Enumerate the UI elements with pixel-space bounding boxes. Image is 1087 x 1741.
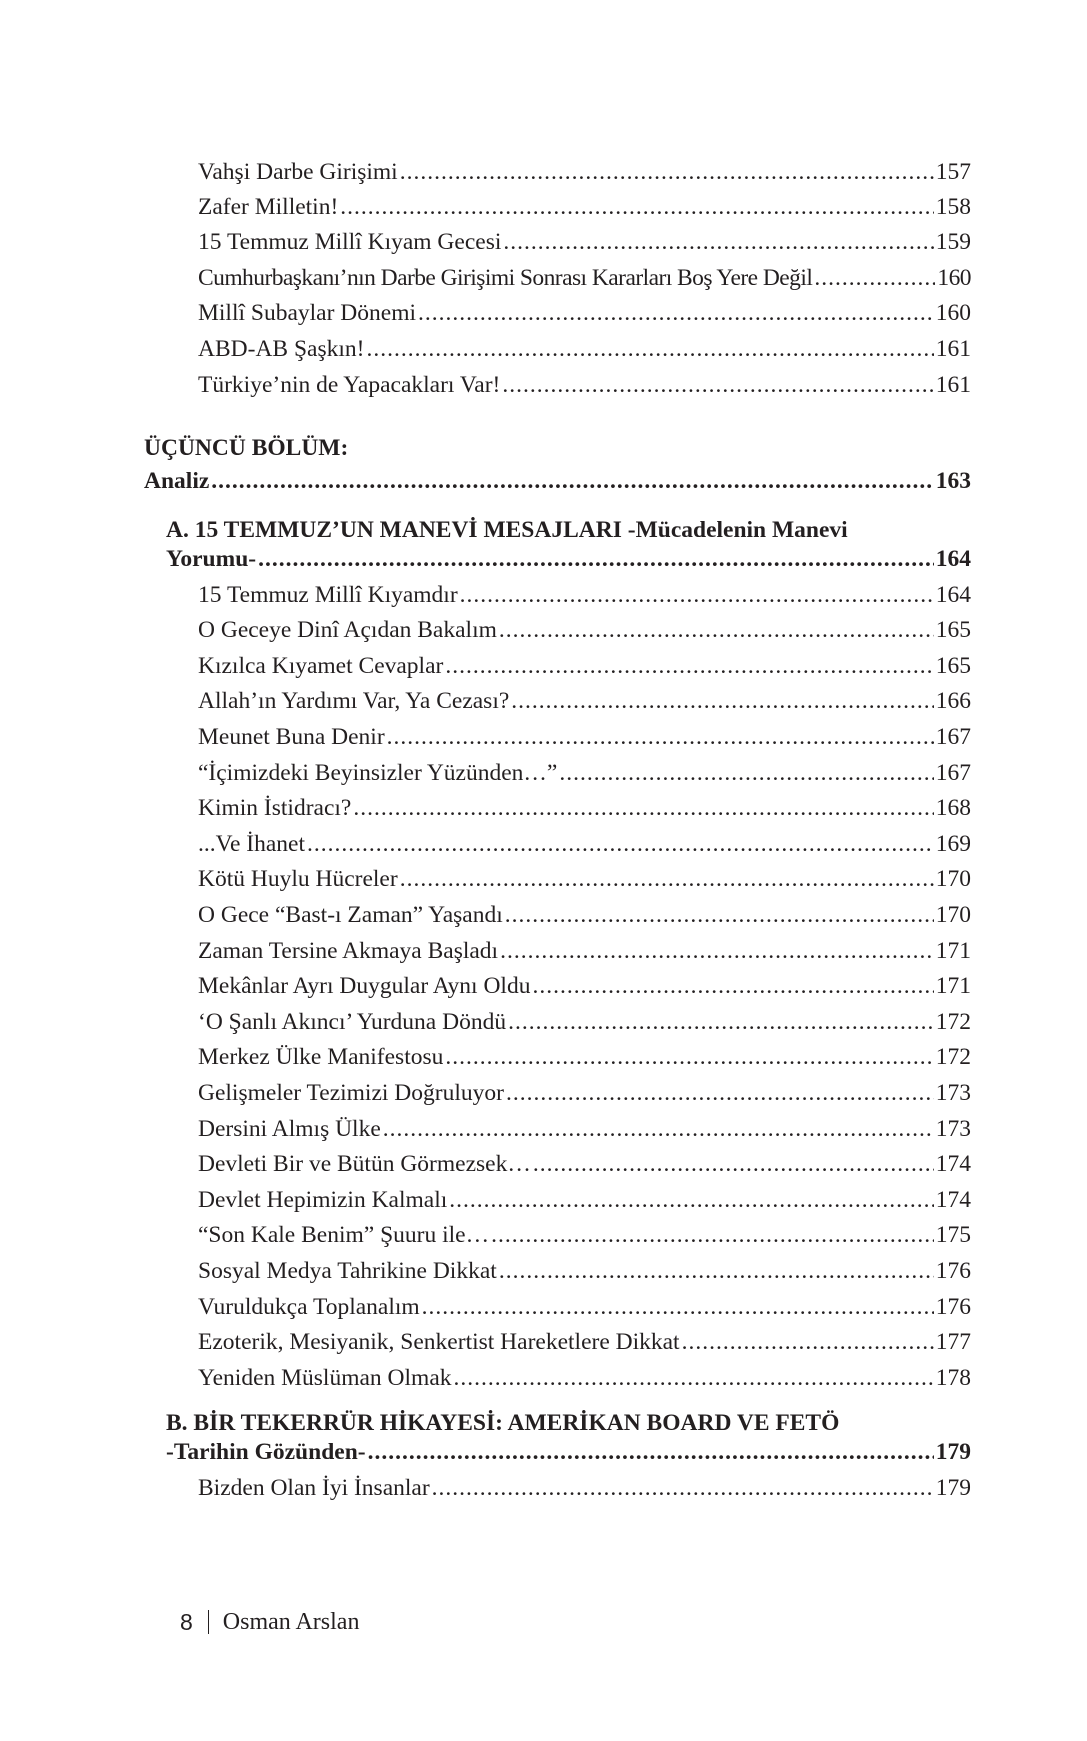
toc-entry <box>198 1078 971 1108</box>
toc-entry <box>198 157 971 187</box>
toc-entry-page: 160 <box>935 300 971 326</box>
dot-leader <box>366 334 933 364</box>
toc-entry-title: “İçimizdeki Beyinsizler Yüzünden…” <box>198 760 558 786</box>
toc-entry-title: Sosyal Medya Tahrikine Dikkat <box>198 1258 497 1284</box>
toc-entry-title: Allah’ın Yardımı Var, Ya Cezası? <box>198 688 510 714</box>
toc-entry <box>198 192 971 222</box>
toc-entry-title: Devleti Bir ve Bütün Görmezsek… <box>198 1151 531 1177</box>
toc-entry <box>198 900 971 930</box>
toc-entry-title: ABD-AB Şaşkın! <box>198 336 365 362</box>
toc-entry <box>198 615 971 645</box>
toc-entry-title: Bizden Olan İyi İnsanlar <box>198 1475 430 1501</box>
toc-entry-title: Mekânlar Ayrı Duygular Aynı Oldu <box>198 973 531 999</box>
dot-leader <box>383 1114 934 1144</box>
dot-leader <box>682 1327 934 1357</box>
toc-entry-page: 165 <box>935 653 971 679</box>
dot-leader <box>499 615 934 645</box>
dot-leader <box>500 936 934 966</box>
toc-entry-page: 178 <box>935 1365 971 1391</box>
toc-entry-page: 172 <box>935 1044 971 1070</box>
dot-leader <box>418 298 934 328</box>
chapter-heading: ÜÇÜNCÜ BÖLÜM: <box>144 435 349 461</box>
toc-entry <box>198 1007 971 1037</box>
dot-leader <box>559 758 933 788</box>
dot-leader <box>422 1292 934 1322</box>
toc-entry-title: Zaman Tersine Akmaya Başladı <box>198 938 499 964</box>
toc-entry-page: 174 <box>935 1151 971 1177</box>
toc-entry <box>198 686 971 716</box>
toc-entry-title: Gelişmeler Tezimizi Doğruluyor <box>198 1080 504 1106</box>
dot-leader <box>503 227 933 257</box>
section-a-entry-title: Yorumu- <box>166 546 257 572</box>
chapter-entry <box>144 466 971 496</box>
toc-entry-page: 169 <box>935 831 971 857</box>
toc-entry-title: Devlet Hepimizin Kalmalı <box>198 1187 448 1213</box>
toc-entry <box>198 1114 971 1144</box>
toc-entry-page: 159 <box>935 229 971 255</box>
toc-entry <box>198 1185 971 1215</box>
toc-entry <box>198 263 971 293</box>
toc-entry-page: 161 <box>935 372 971 398</box>
toc-entry-page: 173 <box>935 1080 971 1106</box>
toc-entry-title: “Son Kale Benim” Şuuru ile… <box>198 1222 490 1248</box>
dot-leader <box>258 544 934 574</box>
toc-entry-page: 170 <box>935 866 971 892</box>
toc-entry-title: Dersini Almış Ülke <box>198 1116 381 1142</box>
toc-entry-title: Meunet Buna Denir <box>198 724 385 750</box>
toc-entry-title: O Geceye Dinî Açıdan Bakalım <box>198 617 497 643</box>
footer-author: Osman Arslan <box>222 1609 360 1635</box>
toc-entry <box>198 1363 971 1393</box>
toc-entry-title: Türkiye’nin de Yapacakları Var! <box>198 372 501 398</box>
toc-entry-page: 168 <box>935 795 971 821</box>
footer-divider <box>208 1610 209 1634</box>
section-a-entry-page: 164 <box>935 546 971 572</box>
section-b-heading: B. BİR TEKERRÜR HİKAYESİ: AMERİKAN BOARD VE FETÖ <box>166 1410 840 1436</box>
toc-entry <box>198 722 971 752</box>
toc-entry-page: 167 <box>935 724 971 750</box>
toc-entry-title: 15 Temmuz Millî Kıyam Gecesi <box>198 229 502 255</box>
toc-entry <box>198 1042 971 1072</box>
dot-leader <box>211 466 933 496</box>
toc-entry <box>198 864 971 894</box>
toc-entry-page: 170 <box>935 902 971 928</box>
toc-entry-page: 172 <box>935 1009 971 1035</box>
toc-entry <box>198 1220 971 1250</box>
dot-leader <box>506 1078 934 1108</box>
toc-entry-page: 174 <box>935 1187 971 1213</box>
toc-entry <box>198 1292 971 1322</box>
dot-leader <box>400 157 934 187</box>
toc-entry-page: 171 <box>935 938 971 964</box>
toc-entry <box>198 793 971 823</box>
toc-entry-page: 161 <box>935 336 971 362</box>
section-b-entry-title: -Tarihin Gözünden- <box>166 1439 366 1465</box>
toc-entry-title: Kimin İstidracı? <box>198 795 352 821</box>
toc-entry <box>198 580 971 610</box>
toc-entry <box>198 370 971 400</box>
toc-entry-page: 176 <box>935 1258 971 1284</box>
dot-leader <box>499 1256 934 1286</box>
dot-leader <box>445 651 933 681</box>
dot-leader <box>491 1220 934 1250</box>
dot-leader <box>368 1437 934 1467</box>
toc-entry-title: Kötü Huylu Hücreler <box>198 866 398 892</box>
toc-entry-page: 179 <box>935 1475 971 1501</box>
toc-entry-page: 164 <box>935 582 971 608</box>
toc-entry-title: Yeniden Müslüman Olmak <box>198 1365 452 1391</box>
toc-entry-page: 176 <box>935 1294 971 1320</box>
dot-leader <box>502 370 933 400</box>
toc-entry-page: 175 <box>935 1222 971 1248</box>
dot-leader <box>449 1185 933 1215</box>
section-b-entry <box>166 1437 971 1467</box>
toc-entry <box>198 651 971 681</box>
section-b-entry-page: 179 <box>935 1439 971 1465</box>
toc-entry <box>198 227 971 257</box>
dot-leader <box>387 722 934 752</box>
toc-entry <box>198 1473 971 1503</box>
toc-entry <box>198 1327 971 1357</box>
dot-leader <box>532 971 933 1001</box>
toc-entry-title: Ezoterik, Mesiyanik, Senkertist Hareketlere Dikkat <box>198 1329 680 1355</box>
dot-leader <box>814 263 935 293</box>
chapter-entry-page: 163 <box>935 468 971 494</box>
dot-leader <box>505 900 934 930</box>
toc-entry <box>198 334 971 364</box>
toc-entry-page: 167 <box>935 760 971 786</box>
dot-leader <box>432 1473 934 1503</box>
dot-leader <box>533 1149 934 1179</box>
dot-leader <box>340 192 933 222</box>
toc-entry-page: 160 <box>937 265 971 291</box>
toc-entry-page: 166 <box>935 688 971 714</box>
page-number: 8 <box>180 1609 193 1635</box>
toc-entry-title: Millî Subaylar Dönemi <box>198 300 417 326</box>
page-footer <box>180 1607 359 1637</box>
toc-entry-title: Kızılca Kıyamet Cevaplar <box>198 653 444 679</box>
dot-leader <box>353 793 933 823</box>
section-a-entry <box>166 544 971 574</box>
section-a-heading: A. 15 TEMMUZ’UN MANEVİ MESAJLARI -Mücadelenin Manevi <box>166 517 848 543</box>
toc-entry <box>198 1256 971 1286</box>
toc-entry-title: Zafer Milletin! <box>198 194 339 220</box>
dot-leader <box>445 1042 933 1072</box>
toc-entry-title: Merkez Ülke Manifestosu <box>198 1044 444 1070</box>
toc-entry-page: 165 <box>935 617 971 643</box>
toc-entry <box>198 298 971 328</box>
dot-leader <box>508 1007 934 1037</box>
dot-leader <box>400 864 934 894</box>
dot-leader <box>307 829 934 859</box>
toc-entry-page: 157 <box>935 159 971 185</box>
toc-entry <box>198 971 971 1001</box>
toc-entry-title: 15 Temmuz Millî Kıyamdır <box>198 582 458 608</box>
dot-leader <box>511 686 933 716</box>
dot-leader <box>454 1363 934 1393</box>
toc-entry <box>198 1149 971 1179</box>
toc-entry-title: ...Ve İhanet <box>198 831 306 857</box>
toc-entry-title: ‘O Şanlı Akıncı’ Yurduna Döndü <box>198 1009 507 1035</box>
toc-entry-title: O Gece “Bast-ı Zaman” Yaşandı <box>198 902 503 928</box>
dot-leader <box>460 580 934 610</box>
toc-entry-title: Vahşi Darbe Girişimi <box>198 159 398 185</box>
toc-entry-page: 177 <box>935 1329 971 1355</box>
toc-entry-page: 171 <box>935 973 971 999</box>
toc-entry-title: Cumhurbaşkanı’nın Darbe Girişimi Sonrası Kararları Boş Yere Değil <box>198 265 813 291</box>
toc-entry-page: 173 <box>935 1116 971 1142</box>
toc-entry <box>198 758 971 788</box>
toc-entry-page: 158 <box>935 194 971 220</box>
chapter-entry-title: Analiz <box>144 468 210 494</box>
toc-entry <box>198 829 971 859</box>
toc-entry-title: Vuruldukça Toplanalım <box>198 1294 420 1320</box>
toc-entry <box>198 936 971 966</box>
